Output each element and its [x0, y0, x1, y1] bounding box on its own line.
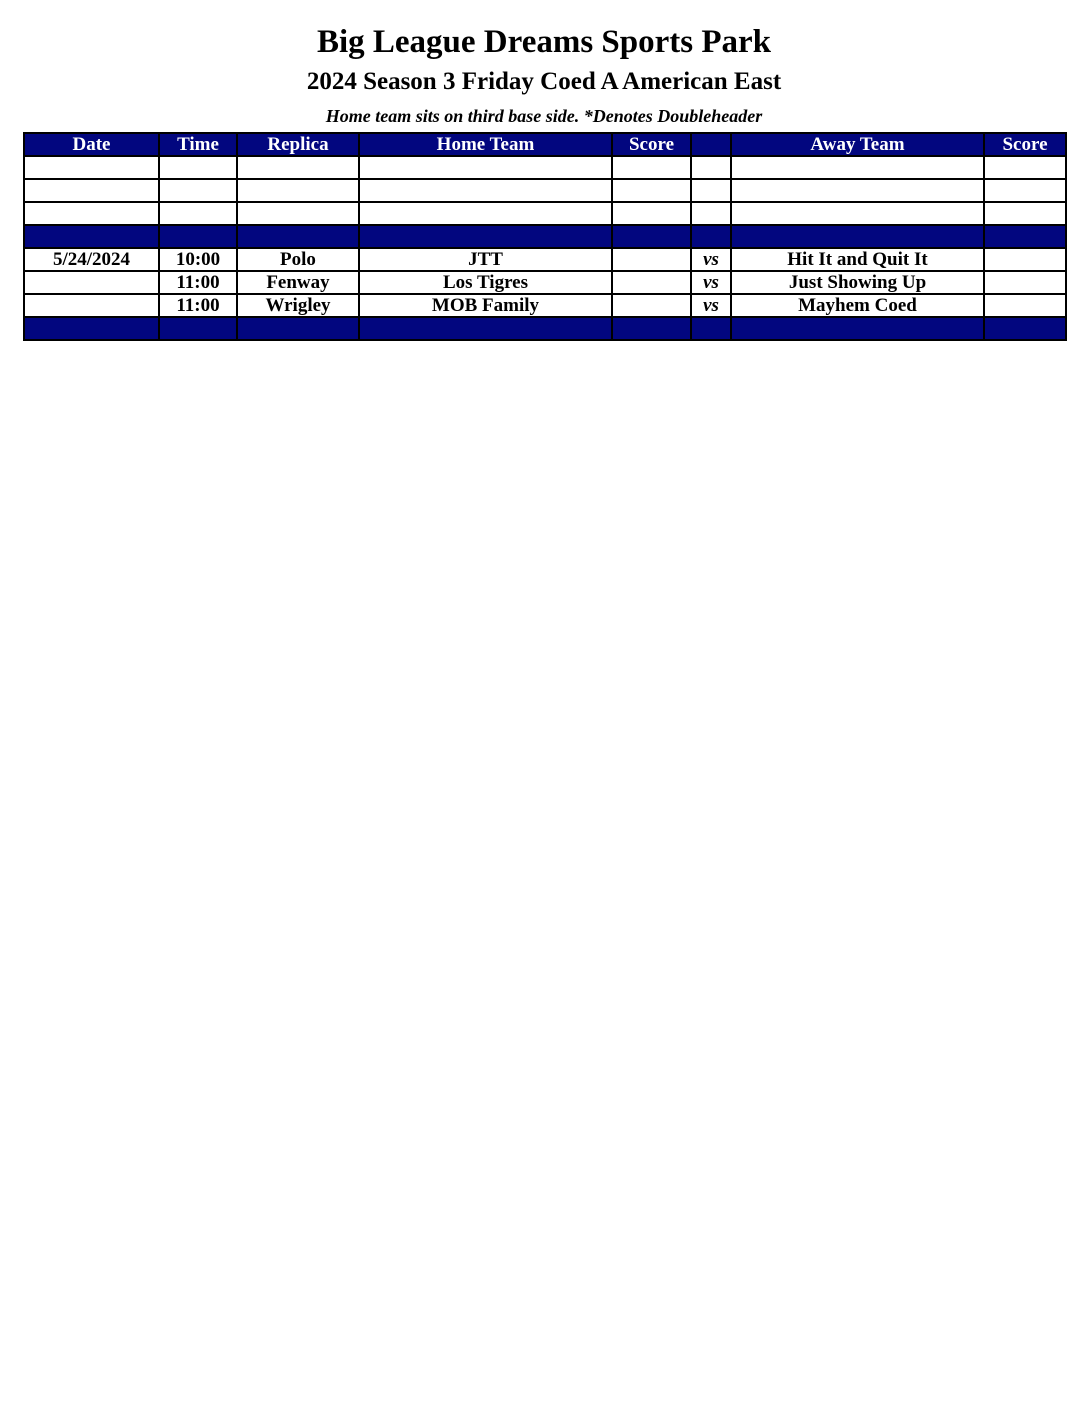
- season-subtitle: 2024 Season 3 Friday Coed A American East: [306, 68, 782, 95]
- table-cell: [612, 179, 691, 202]
- away-score: [984, 248, 1066, 271]
- table-cell: [984, 179, 1066, 202]
- divider-cell: [731, 317, 984, 340]
- table-cell: [984, 202, 1066, 225]
- game-row: [24, 294, 1066, 317]
- game-row: [24, 248, 1066, 271]
- home-team: Los Tigres: [359, 271, 612, 294]
- away-score: [984, 271, 1066, 294]
- column-header-home-score: Score: [612, 133, 691, 156]
- divider-cell: [731, 225, 984, 248]
- divider-row: [24, 317, 1066, 340]
- game-replica: Fenway: [237, 271, 359, 294]
- divider-cell: [359, 317, 612, 340]
- divider-row: [24, 225, 1066, 248]
- divider-cell: [159, 225, 237, 248]
- away-team: Mayhem Coed: [731, 294, 984, 317]
- game-date: 5/24/2024: [24, 248, 159, 271]
- home-score: [612, 294, 691, 317]
- column-header-away-score: Score: [984, 133, 1066, 156]
- vs-label: vs: [691, 248, 731, 271]
- divider-cell: [612, 225, 691, 248]
- table-cell: [24, 156, 159, 179]
- divider-cell: [984, 317, 1066, 340]
- header-row: [24, 133, 1066, 156]
- table-cell: [691, 156, 731, 179]
- game-time: 11:00: [159, 294, 237, 317]
- table-cell: [359, 202, 612, 225]
- divider-cell: [984, 225, 1066, 248]
- divider-cell: [237, 317, 359, 340]
- home-score: [612, 248, 691, 271]
- empty-row: [24, 202, 1066, 225]
- table-cell: [691, 202, 731, 225]
- divider-cell: [691, 225, 731, 248]
- game-time: 10:00: [159, 248, 237, 271]
- table-cell: [359, 179, 612, 202]
- divider-cell: [24, 317, 159, 340]
- table-cell: [159, 202, 237, 225]
- table-cell: [237, 156, 359, 179]
- table-cell: [731, 202, 984, 225]
- table-cell: [237, 202, 359, 225]
- divider-cell: [691, 317, 731, 340]
- table-cell: [984, 156, 1066, 179]
- column-header-home-team: Home Team: [359, 133, 612, 156]
- column-header-date: Date: [24, 133, 159, 156]
- away-team: Hit It and Quit It: [731, 248, 984, 271]
- table-cell: [359, 156, 612, 179]
- away-team: Just Showing Up: [731, 271, 984, 294]
- empty-row: [24, 179, 1066, 202]
- column-header-away-team: Away Team: [731, 133, 984, 156]
- table-cell: [612, 202, 691, 225]
- table-cell: [237, 179, 359, 202]
- column-header-replica: Replica: [237, 133, 359, 156]
- game-row: [24, 271, 1066, 294]
- table-cell: [24, 202, 159, 225]
- column-header-time: Time: [159, 133, 237, 156]
- schedule-note: Home team sits on third base side. *Denotes Doubleheader: [325, 106, 763, 126]
- schedule-table: [23, 132, 1067, 341]
- page-title: Big League Dreams Sports Park: [316, 24, 772, 60]
- table-cell: [159, 179, 237, 202]
- game-replica: Polo: [237, 248, 359, 271]
- table-cell: [159, 156, 237, 179]
- vs-label: vs: [691, 271, 731, 294]
- home-score: [612, 271, 691, 294]
- game-time: 11:00: [159, 271, 237, 294]
- divider-cell: [237, 225, 359, 248]
- empty-row: [24, 156, 1066, 179]
- game-date: [24, 294, 159, 317]
- divider-cell: [159, 317, 237, 340]
- divider-cell: [24, 225, 159, 248]
- divider-cell: [612, 317, 691, 340]
- table-cell: [731, 156, 984, 179]
- table-cell: [24, 179, 159, 202]
- game-replica: Wrigley: [237, 294, 359, 317]
- game-date: [24, 271, 159, 294]
- home-team: JTT: [359, 248, 612, 271]
- table-cell: [731, 179, 984, 202]
- home-team: MOB Family: [359, 294, 612, 317]
- column-header-vs: [691, 133, 731, 156]
- vs-label: vs: [691, 294, 731, 317]
- away-score: [984, 294, 1066, 317]
- table-cell: [612, 156, 691, 179]
- divider-cell: [359, 225, 612, 248]
- table-cell: [691, 179, 731, 202]
